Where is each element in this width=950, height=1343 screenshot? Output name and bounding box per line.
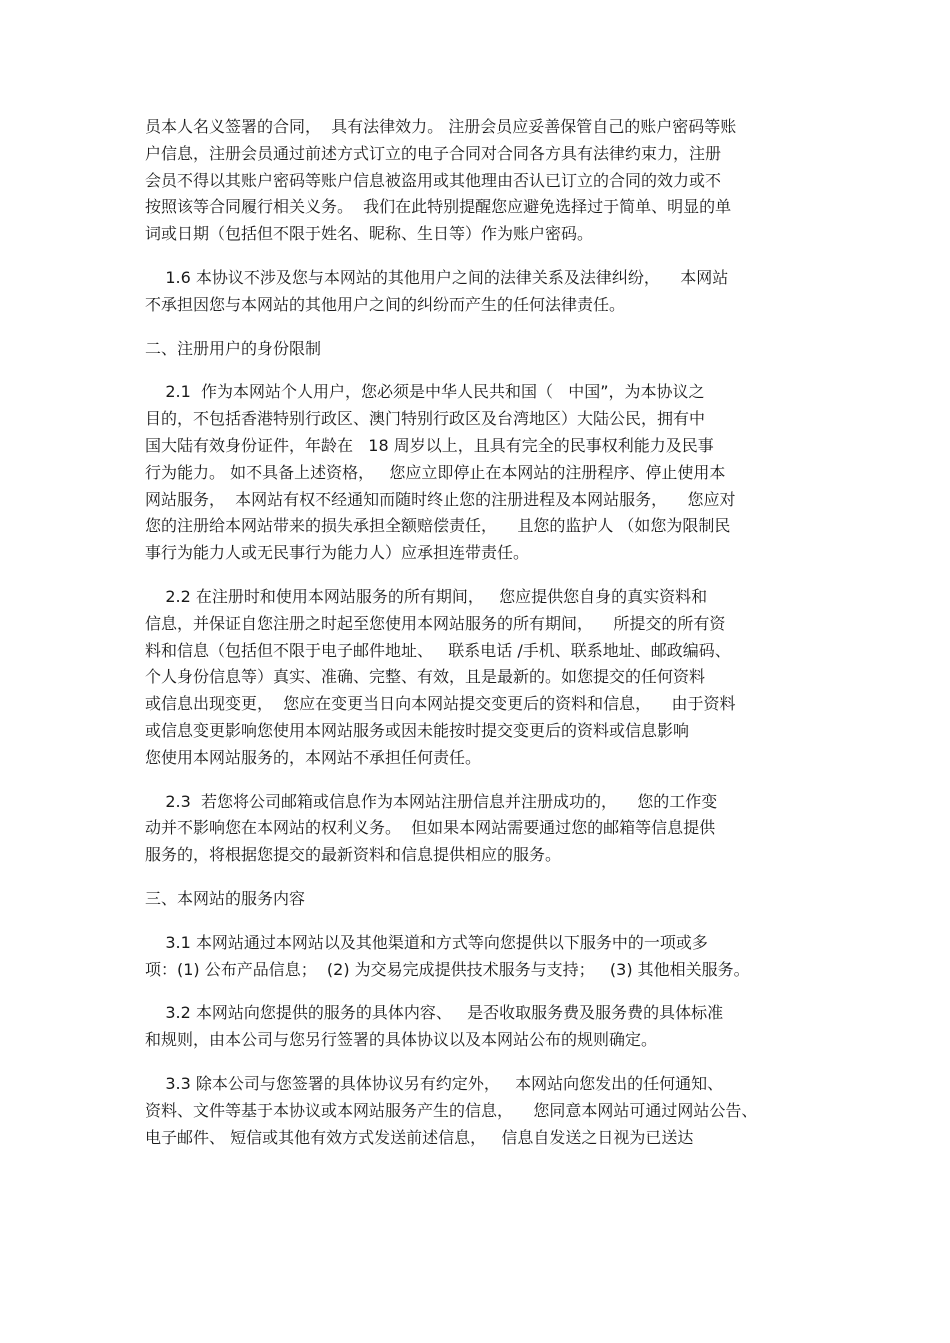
paragraph	[145, 265, 835, 319]
text-line: 动并不影响您在本网站的权利义务。 但如果本网站需要通过您的邮箱等信息提供	[145, 818, 716, 838]
text-line: 户信息，注册会员通过前述方式订立的电子合同对合同各方具有法律约束力，注册	[145, 143, 722, 163]
text-line: 网站服务， 本网站有权不经通知而随时终止您的注册进程及本网站服务， 您应对	[145, 489, 736, 509]
text-line: 信息，并保证自您注册之时起至您使用本网站服务的所有期间， 所提交的所有资	[145, 613, 726, 633]
text-line: 或信息出现变更， 您应在变更当日向本网站提交变更后的资料和信息， 由于资料	[145, 694, 736, 714]
paragraph	[145, 789, 835, 869]
text-line: 3.3 除本公司与您签署的具体协议另有约定外， 本网站向您发出的任何通知、	[145, 1073, 724, 1093]
paragraph	[145, 114, 835, 248]
text-line: 员本人名义签署的合同， 具有法律效力。 注册会员应妥善保管自己的账户密码等账	[145, 117, 737, 136]
text-line: 资料、文件等基于本协议或本网站服务产生的信息， 您同意本网站可通过网站公告、	[145, 1100, 758, 1120]
text-line: 事行为能力人或无民事行为能力人）应承担连带责任。	[145, 543, 530, 563]
paragraph	[145, 379, 835, 567]
text-line: 2.3 若您将公司邮箱或信息作为本网站注册信息并注册成功的， 您的工作变	[145, 791, 718, 811]
text-line: 和规则，由本公司与您另行签署的具体协议以及本网站公布的规则确定。	[145, 1030, 658, 1050]
text-line: 2.2 在注册时和使用本网站服务的所有期间， 您应提供您自身的真实资料和	[145, 586, 708, 606]
text-line: 2.1 作为本网站个人用户，您必须是中华人民共和国（ 中国”，为本协议之	[145, 382, 705, 402]
text-line: 目的，不包括香港特别行政区、澳门特别行政区及台湾地区）大陆公民，拥有中	[145, 409, 706, 429]
text-line: 会员不得以其账户密码等账户信息被盗用或其他理由否认已订立的合同的效力或不	[145, 170, 722, 190]
paragraph	[145, 1000, 835, 1054]
text-line: 服务的，将根据您提交的最新资料和信息提供相应的服务。	[145, 845, 562, 865]
text-line: 1.6 本协议不涉及您与本网站的其他用户之间的法律关系及法律纠纷， 本网站	[145, 267, 729, 287]
text-line: 按照该等合同履行相关义务。 我们在此特别提醒您应避免选择过于简单、明显的单	[145, 197, 732, 217]
text-line: 二、注册用户的身份限制	[145, 338, 322, 358]
text-line: 3.2 本网站向您提供的服务的具体内容、 是否收取服务费及服务费的具体标准	[145, 1003, 724, 1023]
text-line: 3.1 本网站通过本网站以及其他渠道和方式等向您提供以下服务中的一项或多	[145, 932, 708, 952]
text-line: 行为能力。 如不具备上述资格， 您应立即停止在本网站的注册程序、停止使用本	[145, 462, 726, 482]
paragraph	[145, 1071, 835, 1151]
text-line: 料和信息（包括但不限于电子邮件地址、 联系电话 /手机、联系地址、邮政编码、	[145, 640, 731, 660]
text-line: 或信息变更影响您使用本网站服务或因未能按时提交变更后的资料或信息影响	[145, 720, 690, 740]
text-line: 不承担因您与本网站的其他用户之间的纠纷而产生的任何法律责任。	[145, 294, 626, 314]
section-heading	[145, 336, 835, 363]
text-line: 国大陆有效身份证件，年龄在 18 周岁以上，且具有完全的民事权利能力及民事	[145, 435, 714, 455]
text-line: 个人身份信息等）真实、准确、完整、有效，且是最新的。如您提交的任何资料	[145, 667, 706, 687]
text-line: 词或日期（包括但不限于姓名、昵称、生日等）作为账户密码。	[145, 224, 594, 244]
text-line: 项：(1) 公布产品信息； (2) 为交易完成提供技术服务与支持； (3) 其他相关服务。	[145, 959, 750, 979]
paragraph	[145, 584, 835, 772]
text-line: 您的注册给本网站带来的损失承担全额赔偿责任， 且您的监护人 （如您为限制民	[145, 516, 731, 536]
paragraph	[145, 930, 835, 984]
text-line: 三、本网站的服务内容	[145, 888, 306, 908]
text-line: 您使用本网站服务的，本网站不承担任何责任。	[145, 747, 482, 767]
section-heading	[145, 886, 835, 913]
text-line: 电子邮件、 短信或其他有效方式发送前述信息， 信息自发送之日视为已送达	[145, 1127, 694, 1147]
document-body	[145, 114, 835, 1168]
